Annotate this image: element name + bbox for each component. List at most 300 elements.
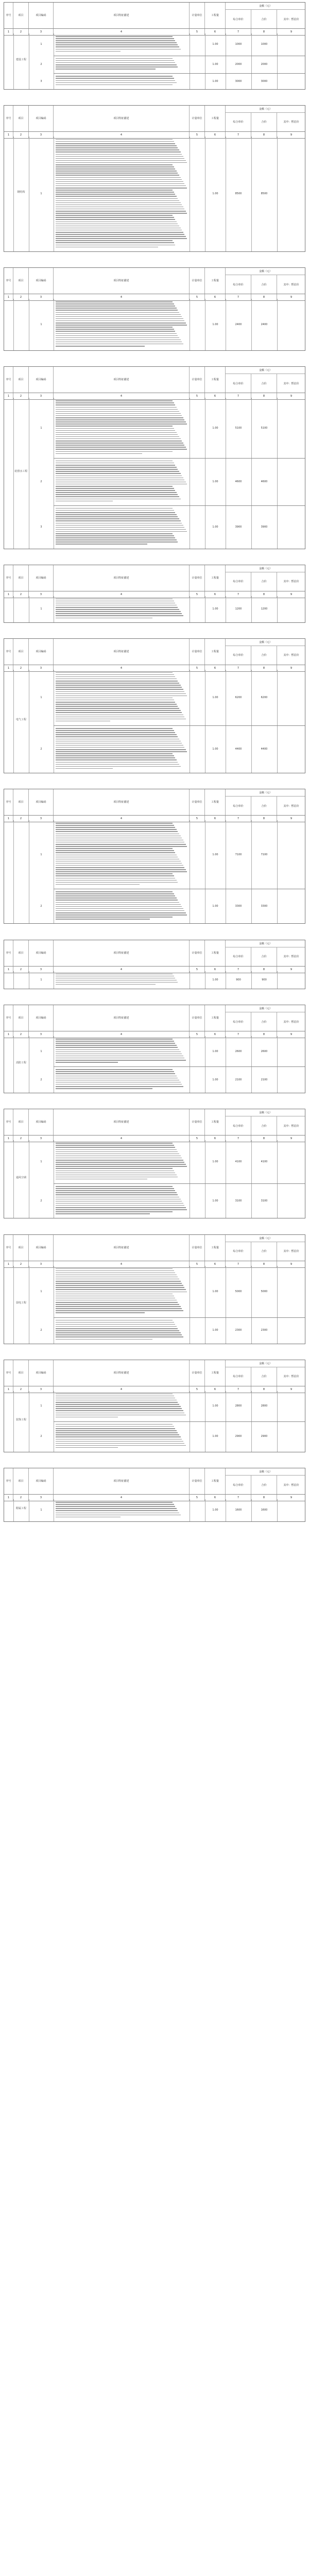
text-line: [56, 1186, 173, 1187]
text-line: [56, 1322, 174, 1323]
table-header: [4, 1360, 305, 1386]
column-index-cell: 1: [4, 665, 13, 671]
text-line: [56, 1039, 173, 1040]
item-description-text: [56, 1394, 188, 1419]
amount-cell: 1000: [235, 43, 242, 46]
amount-cell: 6200: [235, 696, 242, 699]
text-line: [56, 1436, 181, 1437]
amount-cell: 1000: [261, 43, 268, 46]
text-line: [56, 440, 182, 442]
column-index-cell: 3: [29, 816, 54, 822]
column-index-cell: 1: [4, 1495, 13, 1501]
text-line: [56, 1041, 174, 1042]
text-line: [56, 306, 175, 307]
header-col-item: 项目: [13, 268, 29, 294]
amount-cell: 1.00: [212, 1509, 218, 1512]
text-line: [56, 1430, 177, 1431]
item-description-text: [56, 1502, 188, 1519]
text-line: [56, 613, 182, 614]
text-line: [56, 512, 175, 513]
text-line: [56, 863, 182, 864]
text-line: [56, 875, 174, 876]
text-line: [56, 529, 186, 530]
text-line: [56, 1298, 175, 1299]
column-index-cell: 1: [4, 29, 13, 35]
text-line: [56, 179, 182, 180]
header-sub-unit-price: 综合单价: [226, 275, 251, 294]
text-line: [56, 1287, 184, 1288]
header-sub-total: 合价: [251, 275, 277, 294]
header-col-qty: 工程量: [205, 367, 226, 393]
text-line: [56, 303, 174, 304]
amount-cell: 3100: [235, 1199, 242, 1202]
column-index-cell: 2: [13, 132, 29, 138]
column-index-cell: 6: [205, 1261, 226, 1267]
column-index-cell: 1: [4, 294, 13, 300]
column-index-cell: 8: [251, 29, 277, 35]
item-description-text: [56, 508, 188, 546]
table-header: [4, 268, 305, 294]
header-col-unit: 计量单位: [190, 106, 205, 131]
amount-cell: 1.00: [212, 748, 218, 751]
header-col-code: 项目编码: [29, 268, 54, 294]
column-index-cell: 6: [205, 967, 226, 973]
column-rule: [277, 1266, 278, 1344]
row-number: 2: [40, 1329, 42, 1332]
amount-cell: 1.00: [212, 1435, 218, 1438]
text-line: [56, 601, 174, 602]
text-line: [56, 1151, 178, 1153]
text-line: [56, 312, 179, 313]
column-index-cell: 7: [226, 1031, 251, 1038]
column-index-cell: 9: [277, 816, 305, 822]
header-col-code: 项目编码: [29, 1109, 54, 1135]
amount-cell: 2800: [261, 1404, 268, 1408]
column-index-cell: 4: [54, 1031, 190, 1038]
row-number: 1: [40, 426, 42, 430]
amount-cell: 4600: [235, 480, 242, 483]
text-line: [56, 80, 175, 81]
header-col-seq: 序号: [4, 639, 13, 665]
column-index-cell: 3: [29, 1495, 54, 1501]
column-index-cell: 9: [277, 294, 305, 300]
amount-cell: 2400: [235, 323, 242, 327]
text-line: [56, 413, 181, 414]
column-index-cell: 5: [190, 1031, 205, 1038]
section-label: 附属工程: [15, 1507, 26, 1511]
header-col-unit: 计量单位: [190, 1468, 205, 1494]
header-col-code: 项目编码: [29, 789, 54, 815]
column-index-cell: 9: [277, 591, 305, 598]
item-description-text: [56, 672, 188, 723]
text-line: [56, 316, 182, 317]
text-line: [56, 693, 186, 694]
item-description-text: [56, 728, 188, 770]
header-sub-unit-price: 综合单价: [226, 1116, 251, 1135]
amount-cell: 1.00: [212, 1329, 218, 1332]
header-col-item: 项目: [13, 1360, 29, 1386]
column-index-cell: 3: [29, 294, 54, 300]
header-col-seq: 序号: [4, 1468, 13, 1494]
text-line: [56, 1506, 175, 1507]
text-line: [56, 236, 186, 237]
header-col-code: 项目编码: [29, 1005, 54, 1031]
text-line: [56, 869, 186, 870]
text-line: [56, 1088, 152, 1089]
section-label: 建设工程: [15, 58, 26, 61]
text-line: [56, 1320, 173, 1321]
text-line: [56, 1052, 181, 1053]
column-index-cell: 8: [251, 591, 277, 598]
text-line: [56, 443, 183, 444]
header-sub-unit-price: 综合单价: [226, 572, 251, 591]
text-line: [56, 523, 182, 524]
column-index-cell: 3: [29, 29, 54, 35]
row-rule: [54, 1317, 305, 1318]
text-line: [56, 1283, 182, 1284]
text-line: [56, 978, 175, 979]
text-line: [56, 69, 156, 70]
text-line: [56, 499, 181, 500]
column-index-cell: 8: [251, 1031, 277, 1038]
text-line: [56, 679, 177, 680]
text-line: [56, 421, 186, 422]
text-line: [56, 329, 174, 330]
column-rule: [13, 971, 14, 989]
text-line: [56, 897, 177, 899]
column-index-cell: 2: [13, 665, 29, 671]
row-number: 2: [40, 1435, 42, 1438]
text-line: [56, 510, 174, 511]
text-line: [56, 873, 173, 874]
bill-table: [4, 2, 305, 90]
column-index-cell: 7: [226, 591, 251, 598]
table-header: [4, 1468, 305, 1495]
text-line: [56, 147, 178, 148]
bill-table: [4, 1234, 305, 1344]
text-line: [56, 717, 184, 718]
header-sub-est: 其中：暂估价: [277, 10, 305, 28]
section-label: 消防工程: [15, 1061, 26, 1065]
text-line: [56, 730, 174, 731]
item-description-text: [56, 461, 188, 503]
document-page: [4, 0, 305, 2576]
text-line: [56, 1334, 182, 1335]
text-line: [56, 893, 174, 894]
column-index-cell: 4: [54, 665, 190, 671]
text-line: [56, 202, 181, 204]
text-line: [56, 44, 178, 45]
column-rule: [277, 971, 278, 989]
amount-cell: 2900: [235, 1435, 242, 1438]
item-description-text: [56, 1268, 188, 1315]
text-line: [56, 676, 175, 677]
text-line: [56, 1145, 174, 1146]
column-index-cell: 9: [277, 1495, 305, 1501]
column-index-cell: 9: [277, 1386, 305, 1393]
header-sub-est: 其中：暂估价: [277, 1242, 305, 1261]
text-line: [56, 333, 177, 334]
column-index-cell: 2: [13, 1495, 29, 1501]
text-line: [56, 984, 156, 985]
header-sub-unit-price: 综合单价: [226, 1012, 251, 1031]
text-line: [56, 158, 184, 159]
text-line: [56, 149, 179, 150]
text-line: [56, 1410, 183, 1411]
text-line: [56, 171, 177, 172]
amount-cell: 2100: [261, 1078, 268, 1081]
text-line: [56, 980, 177, 981]
text-line: [56, 1396, 174, 1397]
row-number: 1: [40, 192, 42, 196]
text-line: [56, 82, 177, 83]
text-line: [56, 518, 179, 519]
amount-cell: 1.00: [212, 426, 218, 430]
text-line: [56, 190, 173, 191]
row-number: 1: [40, 1290, 42, 1293]
header-col-desc: 项目特征描述: [54, 106, 190, 131]
amount-cell: 1.00: [212, 1290, 218, 1293]
text-line: [56, 215, 173, 216]
text-line: [56, 230, 182, 231]
column-rule: [13, 820, 14, 923]
amount-cell: 2600: [261, 1049, 268, 1053]
header-amount-group: 金额（元）: [226, 3, 305, 10]
text-line: [56, 482, 186, 483]
column-index-cell: 7: [226, 1136, 251, 1142]
text-line: [56, 825, 174, 826]
column-index-cell: 8: [251, 1386, 277, 1393]
text-line: [56, 473, 181, 474]
text-line: [56, 242, 174, 243]
text-line: [56, 1164, 186, 1165]
header-sub-unit-price: 综合单价: [226, 947, 251, 966]
column-index-cell: 3: [29, 967, 54, 973]
header-sub-total: 合价: [251, 1367, 277, 1386]
text-line: [56, 245, 175, 246]
column-rule: [13, 137, 14, 251]
row-rule: [54, 725, 305, 726]
row-number: 2: [40, 480, 42, 483]
column-index-cell: 5: [190, 132, 205, 138]
text-line: [56, 1277, 178, 1278]
amount-cell: 1.00: [212, 904, 218, 908]
header-col-desc: 项目特征描述: [54, 1005, 190, 1031]
header-col-unit: 计量单位: [190, 1360, 205, 1386]
table-header: [4, 1235, 305, 1261]
text-line: [56, 539, 177, 540]
text-line: [56, 1190, 175, 1191]
text-line: [56, 1404, 179, 1405]
text-line: [56, 910, 184, 911]
header-col-desc: 项目特征描述: [54, 639, 190, 665]
table-header: [4, 1005, 305, 1031]
text-line: [56, 700, 174, 701]
text-line: [56, 432, 177, 433]
text-line: [56, 1060, 186, 1061]
header-sub-est: 其中：暂估价: [277, 374, 305, 393]
text-line: [56, 484, 187, 485]
text-line: [56, 1045, 177, 1046]
text-line: [56, 605, 177, 606]
text-line: [56, 1508, 177, 1509]
text-line: [56, 1308, 182, 1309]
text-line: [56, 527, 184, 528]
text-line: [56, 537, 175, 538]
bill-table: [4, 1468, 305, 1522]
header-col-item: 项目: [13, 789, 29, 815]
amount-cell: 5100: [261, 426, 268, 430]
column-index-cell: 6: [205, 665, 226, 671]
bill-table: [4, 789, 305, 924]
text-line: [56, 337, 179, 338]
row-number: 1: [40, 696, 42, 699]
amount-cell: 1.00: [212, 480, 218, 483]
text-line: [56, 428, 174, 429]
column-index-cell: 5: [190, 665, 205, 671]
column-index-cell: 5: [190, 1495, 205, 1501]
header-col-seq: 序号: [4, 1005, 13, 1031]
column-index-cell: 2: [13, 294, 29, 300]
header-amount-group: 金额（元）: [226, 1109, 305, 1116]
column-index-cell: 4: [54, 1386, 190, 1393]
text-line: [56, 698, 173, 699]
table-header: [4, 367, 305, 393]
column-index-cell: 5: [190, 591, 205, 598]
table-header: [4, 1109, 305, 1136]
header-amount-group: 金额（元）: [226, 1360, 305, 1367]
bill-table: [4, 366, 305, 549]
text-line: [56, 78, 174, 79]
amount-cell: 8500: [261, 192, 268, 196]
header-col-seq: 序号: [4, 268, 13, 294]
text-line: [56, 1300, 177, 1301]
text-line: [56, 762, 178, 763]
text-line: [56, 60, 174, 61]
text-line: [56, 719, 186, 720]
text-line: [56, 1281, 181, 1282]
text-line: [56, 1294, 173, 1295]
text-line: [56, 301, 173, 302]
column-index-cell: 4: [54, 1136, 190, 1142]
amount-cell: 1.00: [212, 1199, 218, 1202]
header-col-item: 项目: [13, 1005, 29, 1031]
bill-table: [4, 638, 305, 773]
amount-cell: 5100: [235, 426, 242, 430]
text-line: [56, 198, 178, 199]
column-rule: [277, 33, 278, 89]
header-col-seq: 序号: [4, 106, 13, 131]
text-line: [56, 453, 142, 454]
amount-cell: 900: [236, 978, 241, 981]
text-line: [56, 674, 174, 675]
header-sub-unit-price: 综合单价: [226, 1242, 251, 1261]
text-line: [56, 1441, 183, 1442]
column-index-cell: 8: [251, 665, 277, 671]
table-body: [4, 1391, 305, 1452]
header-col-seq: 序号: [4, 367, 13, 393]
text-line: [56, 177, 181, 178]
amount-cell: 900: [262, 978, 267, 981]
column-index-cell: 1: [4, 1261, 13, 1267]
text-line: [56, 38, 174, 39]
text-line: [56, 36, 173, 37]
text-line: [56, 234, 184, 235]
text-line: [56, 194, 175, 195]
text-line: [56, 1289, 186, 1290]
amount-cell: 2000: [261, 63, 268, 66]
text-line: [56, 58, 173, 59]
amount-cell: 3900: [235, 525, 242, 529]
header-col-seq: 序号: [4, 1360, 13, 1386]
text-line: [56, 1270, 174, 1272]
text-line: [56, 736, 178, 737]
header-col-seq: 序号: [4, 1109, 13, 1135]
amount-cell: 1.00: [212, 853, 218, 856]
text-line: [56, 488, 174, 489]
amount-cell: 1.00: [212, 1049, 218, 1053]
row-number: 2: [40, 63, 42, 66]
text-line: [56, 173, 178, 174]
text-line: [56, 1310, 183, 1311]
header-sub-est: 其中：暂估价: [277, 1476, 305, 1494]
item-description-text: [56, 1320, 188, 1341]
text-line: [56, 708, 179, 709]
text-line: [56, 685, 181, 686]
column-rule: [13, 1036, 14, 1093]
text-line: [56, 156, 183, 157]
header-sub-total: 合价: [251, 646, 277, 665]
text-line: [56, 417, 183, 418]
amount-cell: 1.00: [212, 192, 218, 196]
amount-cell: 1.00: [212, 978, 218, 981]
text-line: [56, 1192, 177, 1193]
header-col-seq: 序号: [4, 940, 13, 966]
amount-cell: 2400: [261, 323, 268, 327]
text-line: [56, 1147, 175, 1148]
text-line: [56, 164, 173, 165]
amount-cell: 5000: [261, 1290, 268, 1293]
text-line: [56, 1084, 182, 1085]
amount-cell: 3300: [261, 904, 268, 908]
text-line: [56, 340, 181, 341]
text-line: [56, 211, 186, 212]
text-line: [56, 467, 177, 468]
table-header: [4, 565, 305, 591]
text-line: [56, 217, 174, 218]
text-line: [56, 196, 177, 197]
header-col-code: 项目编码: [29, 565, 54, 591]
column-index-cell: 6: [205, 294, 226, 300]
header-col-unit: 计量单位: [190, 268, 205, 294]
amount-cell: 3000: [261, 79, 268, 83]
text-line: [56, 407, 177, 408]
text-line: [56, 188, 187, 189]
column-index-cell: 9: [277, 393, 305, 399]
header-col-item: 项目: [13, 1109, 29, 1135]
text-line: [56, 430, 175, 431]
column-index-cell: 9: [277, 1031, 305, 1038]
text-line: [56, 544, 147, 545]
text-line: [56, 715, 183, 716]
amount-cell: 3300: [235, 904, 242, 908]
table-body: [4, 820, 305, 923]
text-line: [56, 904, 181, 905]
text-line: [56, 46, 179, 47]
column-rule: [277, 137, 278, 251]
text-line: [56, 1069, 173, 1070]
amount-cell: 2900: [261, 1435, 268, 1438]
